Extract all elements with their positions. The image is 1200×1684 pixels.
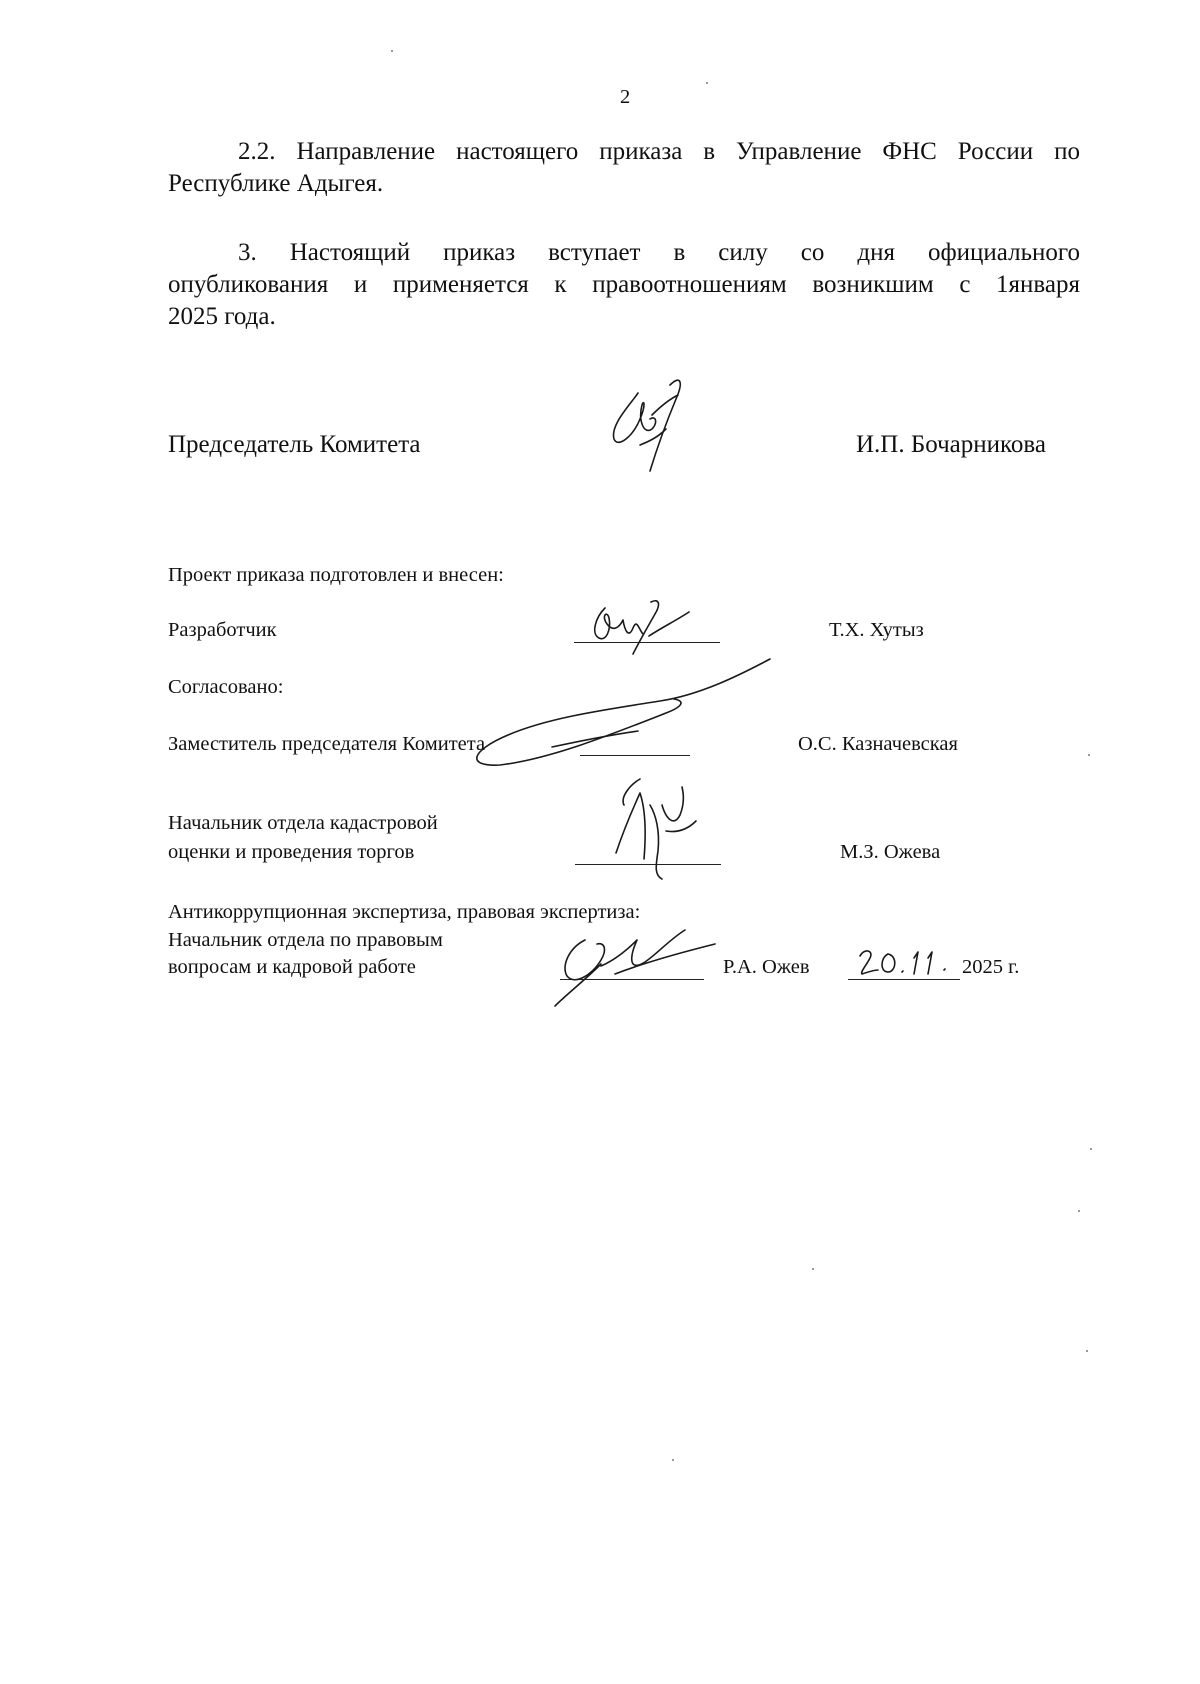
signatory-name: И.П. Бочарникова [856,431,1046,458]
paragraph-line: 2.2. Направление настоящего приказа в Управление ФНС России по [238,138,1080,165]
approval-heading: Проект приказа подготовлен и внесен: [168,564,504,586]
paragraph-line: Республике Адыгея. [168,170,384,197]
scan-speck [1088,754,1090,756]
page-number: 2 [620,86,631,108]
scan-speck [1090,1148,1092,1150]
legal-label-line2: вопросам и кадровой работе [168,956,416,978]
deputy-label: Заместитель председателя Комитета [168,733,486,755]
developer-label: Разработчик [168,619,277,641]
scan-speck [672,1459,674,1461]
cadastral-signature [600,775,710,885]
agreed-label: Согласовано: [168,676,284,698]
scan-speck [1078,1210,1080,1212]
paragraph-2-2 [168,136,1080,200]
scan-speck [706,82,708,84]
paragraph-line: 2025 года. [168,303,276,330]
deputy-name: О.С. Казначевская [798,733,958,755]
scan-speck [391,50,393,52]
paragraph-line: 3. Настоящий приказ вступает в силу со дня официального [238,239,1080,266]
legal-name: Р.А. Ожев [723,956,810,978]
cadastral-name: М.З. Ожева [840,841,941,863]
cadastral-label-line1: Начальник отдела кадастровой [168,812,438,834]
scan-speck [1086,1350,1088,1352]
paragraph-line: опубликования и применяется к правоотношениям возникшим с 1января [168,271,1080,298]
signatory-position: Председатель Комитета [168,431,421,458]
expertise-heading: Антикоррупционная экспертиза, правовая экспертиза: [168,901,641,923]
handwritten-date [856,944,956,980]
cadastral-label-line2: оценки и проведения торгов [168,841,415,863]
scan-speck [812,1268,814,1270]
developer-name: Т.Х. Хутыз [829,619,924,641]
legal-signature [545,900,735,1010]
deputy-signature [460,655,780,775]
paragraph-3 [168,237,1080,333]
chairman-signature [600,375,710,475]
year-text: 2025 г. [962,956,1020,978]
legal-label-line1: Начальник отдела по правовым [168,929,443,951]
